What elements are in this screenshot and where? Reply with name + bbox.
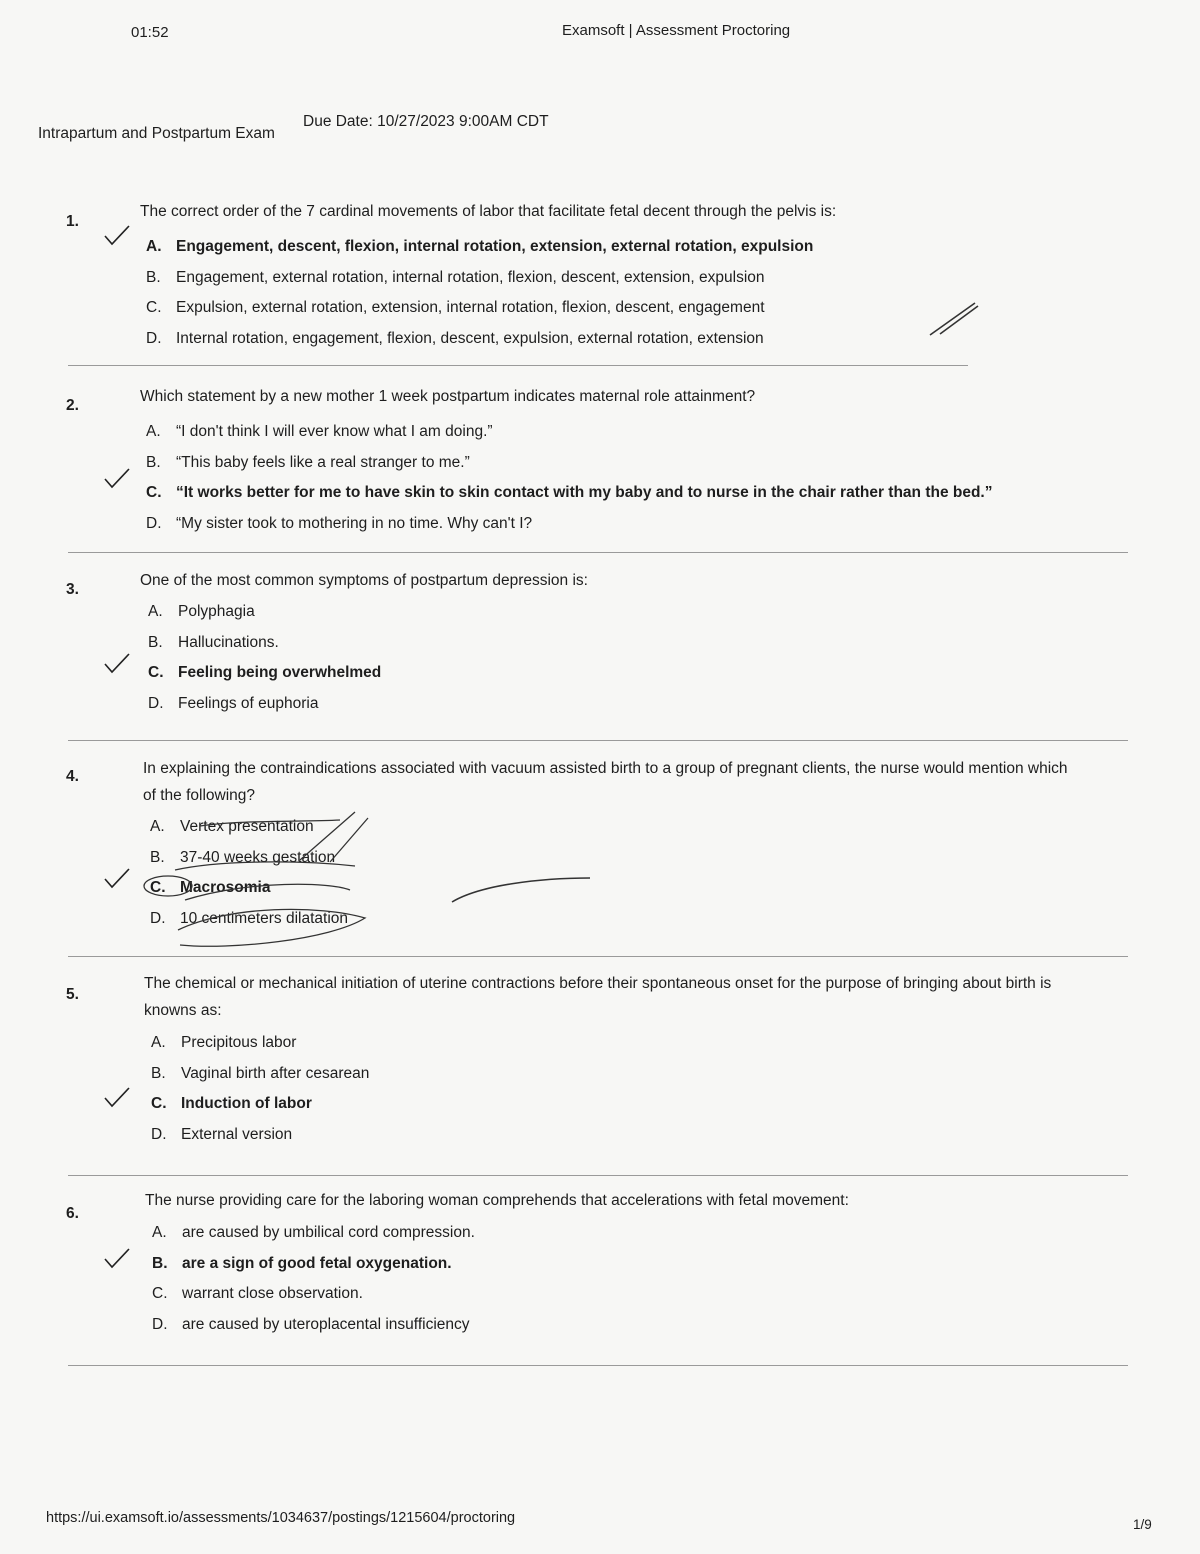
question-text: The nurse providing care for the laboring woman comprehends that accelerations with fetal movement:	[145, 1192, 849, 1209]
divider	[68, 740, 1128, 741]
option-d[interactable]	[150, 904, 348, 935]
option-letter: C.	[151, 1095, 167, 1113]
question-number: 1.	[66, 213, 79, 230]
option-c[interactable]	[146, 478, 992, 509]
option-letter: A.	[150, 818, 165, 836]
option-a[interactable]	[146, 417, 992, 448]
option-b[interactable]	[151, 1059, 369, 1090]
option-text: Induction of labor	[181, 1095, 312, 1113]
option-letter: B.	[151, 1064, 166, 1082]
option-text: 37-40 weeks gestation	[180, 848, 336, 866]
option-letter: C.	[148, 664, 164, 682]
option-text: Engagement, external rotation, internal rotation, flexion, descent, extension, expulsion	[176, 268, 765, 286]
question-number: 2.	[66, 397, 79, 414]
option-a[interactable]	[151, 1028, 369, 1059]
divider	[68, 365, 968, 366]
option-letter: D.	[146, 514, 162, 532]
option-letter: A.	[151, 1034, 166, 1052]
question-number: 4.	[66, 768, 79, 785]
option-b[interactable]	[146, 448, 992, 479]
option-c[interactable]	[150, 873, 348, 904]
due-date: Due Date: 10/27/2023 9:00AM CDT	[303, 113, 549, 130]
page-url: https://ui.examsoft.io/assessments/1034637/postings/1215604/proctoring	[46, 1510, 516, 1526]
option-d[interactable]	[146, 509, 992, 540]
option-letter: D.	[146, 329, 162, 347]
option-text: Vertex presentation	[180, 818, 314, 836]
option-a[interactable]	[146, 232, 813, 263]
question-number: 3.	[66, 581, 79, 598]
option-text: Hallucinations.	[178, 633, 279, 651]
page-number: 1/9	[1133, 1517, 1152, 1532]
option-a[interactable]	[152, 1218, 475, 1249]
option-text: 10 centimeters dilatation	[180, 909, 349, 927]
option-text: “It works better for me to have skin to skin contact with my baby and to nurse in the chair rather than the bed.”	[176, 484, 993, 502]
option-letter: C.	[152, 1285, 168, 1303]
option-text: “This baby feels like a real stranger to me.”	[176, 453, 470, 471]
option-text: Feeling being overwhelmed	[178, 664, 382, 682]
question-text: The correct order of the 7 cardinal movements of labor that facilitate fetal decent through the pelvis is:	[140, 203, 837, 220]
option-list	[146, 417, 992, 539]
option-c[interactable]	[151, 1089, 369, 1120]
question-text: In explaining the contraindications associated with vacuum assisted birth to a group of pregnant clients, the nurse would mention which of the following?	[143, 760, 1068, 804]
option-text: Engagement, descent, flexion, internal rotation, extension, external rotation, expulsion	[176, 238, 814, 256]
option-c[interactable]	[152, 1279, 475, 1310]
option-text: warrant close observation.	[182, 1285, 363, 1303]
option-d[interactable]	[152, 1310, 475, 1341]
option-text: Polyphagia	[178, 603, 255, 621]
option-b[interactable]	[150, 843, 348, 874]
option-text: Feelings of euphoria	[178, 694, 319, 712]
option-b[interactable]	[152, 1249, 475, 1280]
checkmark-icon	[103, 467, 131, 491]
option-list	[151, 1028, 369, 1150]
option-d[interactable]	[146, 324, 813, 355]
option-text: are a sign of good fetal oxygenation.	[182, 1254, 452, 1272]
option-letter: A.	[148, 603, 163, 621]
option-letter: A.	[146, 238, 162, 256]
question-number: 6.	[66, 1205, 79, 1222]
divider	[68, 956, 1128, 957]
question-number: 5.	[66, 986, 79, 1003]
option-b[interactable]	[148, 628, 381, 659]
option-text: are caused by uteroplacental insufficiency	[182, 1315, 470, 1333]
option-text: Vaginal birth after cesarean	[181, 1064, 370, 1082]
option-letter: C.	[150, 879, 166, 897]
option-letter: B.	[146, 453, 161, 471]
option-list	[150, 812, 348, 934]
option-text: Precipitous labor	[181, 1034, 297, 1052]
option-a[interactable]	[150, 812, 348, 843]
question-text: The chemical or mechanical initiation of uterine contractions before their spontaneous onset for the purpose of bringing about birth is knowns as:	[144, 975, 1052, 1019]
option-c[interactable]	[146, 293, 813, 324]
checkmark-icon	[103, 867, 131, 891]
option-text: Macrosomia	[180, 879, 271, 897]
option-letter: D.	[150, 909, 166, 927]
checkmark-icon	[103, 652, 131, 676]
option-text: External version	[181, 1125, 293, 1143]
option-list	[148, 597, 381, 719]
option-a[interactable]	[148, 597, 381, 628]
divider	[68, 1365, 1128, 1366]
option-letter: A.	[152, 1224, 167, 1242]
question-text: Which statement by a new mother 1 week postpartum indicates maternal role attainment?	[140, 388, 756, 405]
option-letter: D.	[151, 1125, 167, 1143]
option-text: are caused by umbilical cord compression.	[182, 1224, 475, 1242]
option-text: Internal rotation, engagement, flexion, descent, expulsion, external rotation, extension	[176, 329, 764, 347]
option-letter: A.	[146, 423, 161, 441]
checkmark-icon	[103, 224, 131, 248]
option-letter: D.	[152, 1315, 168, 1333]
timestamp: 01:52	[131, 24, 169, 41]
option-text: “My sister took to mothering in no time. Why can't I?	[176, 514, 533, 532]
divider	[68, 1175, 1128, 1176]
exam-name: Intrapartum and Postpartum Exam	[38, 125, 275, 142]
option-letter: B.	[152, 1254, 168, 1272]
option-list	[152, 1218, 475, 1340]
option-letter: C.	[146, 299, 162, 317]
page-title: Examsoft | Assessment Proctoring	[562, 22, 791, 39]
option-d[interactable]	[151, 1120, 369, 1151]
option-letter: D.	[148, 694, 164, 712]
option-letter: B.	[150, 848, 165, 866]
option-c[interactable]	[148, 658, 381, 689]
option-list	[146, 232, 813, 354]
option-text: “I don't think I will ever know what I am doing.”	[176, 423, 493, 441]
option-d[interactable]	[148, 689, 381, 720]
question-text: One of the most common symptoms of postpartum depression is:	[140, 572, 588, 589]
divider	[68, 552, 1128, 553]
option-letter: B.	[146, 268, 161, 286]
checkmark-icon	[103, 1086, 131, 1110]
option-letter: C.	[146, 484, 162, 502]
option-letter: B.	[148, 633, 163, 651]
option-b[interactable]	[146, 263, 813, 294]
checkmark-icon	[103, 1247, 131, 1271]
option-text: Expulsion, external rotation, extension, internal rotation, flexion, descent, engagement	[176, 299, 765, 317]
